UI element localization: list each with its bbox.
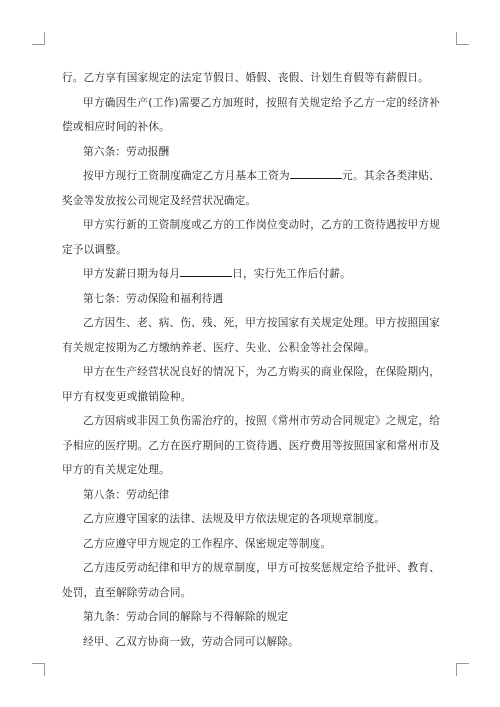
section-heading-9: 第九条：劳动合同的解除与不得解除的规定: [83, 611, 289, 623]
section-heading-6: 第六条：劳动报酬: [83, 145, 170, 158]
paragraph-base-salary: [62, 164, 440, 213]
paragraph-payday: [62, 262, 440, 287]
paragraph-social-insurance: 乙方因生、老、病、伤、残、死，甲方按国家有关规定处理。甲方按照国家有关规定按期为乙方缴纳养老、医疗、失业、公积金等社会保障。: [62, 317, 440, 354]
crop-mark-top-left: [32, 32, 45, 45]
paragraph-violations: 乙方违反劳动纪律和甲方的规章制度，甲方可按奖惩规定给予批评、教育、处罚，直至解除劳动合同。: [62, 562, 440, 599]
section-heading-8: 第八条：劳动纪律: [83, 488, 170, 501]
payday-text-after: 日，实行先工作后付薪。: [232, 268, 351, 280]
document-body: [62, 66, 440, 654]
paragraph-procedures: 乙方应遵守甲方规定的工作程序、保密规定等制度。: [83, 537, 332, 550]
salary-amount-blank[interactable]: [290, 167, 342, 179]
paragraph-continuation: 行。乙方享有国家规定的法定节假日、婚假、丧假、计划生育假等有薪假日。: [62, 72, 429, 84]
payday-text-before: 甲方发薪日期为每月: [83, 268, 181, 280]
paragraph-mutual-termination: 经甲、乙双方协商一致，劳动合同可以解除。: [83, 635, 299, 648]
paragraph-medical-period: 乙方因病或非因工负伤需治疗的，按照《常州市劳动合同规定》之规定，给予相应的医疗期。乙方在医疗期间的工资待遇、医疗费用等按照国家和常州市及甲方的有关规定处理。: [62, 415, 440, 476]
payday-blank[interactable]: [180, 265, 232, 277]
paragraph-laws: 乙方应遵守国家的法律、法规及甲方依法规定的各项规章制度。: [83, 513, 386, 525]
salary-text-before: 按甲方现行工资制度确定乙方月基本工资为: [83, 170, 290, 182]
salary-text-after: 元。其余各类津贴、奖金等发放按公司规定及经营状况确定。: [62, 170, 440, 207]
paragraph-commercial-insurance: 甲方在生产经营状况良好的情况下，为乙方购买的商业保险，在保险期内，甲方有权变更或撤销险种。: [62, 366, 440, 403]
paragraph-overtime: 甲方确因生产(工作)需要乙方加班时，按照有关规定给予乙方一定的经济补偿或相应时间的补休。: [62, 96, 440, 133]
paragraph-salary-adjust: 甲方实行新的工资制度或乙方的工作岗位变动时，乙方的工资待遇按甲方规定予以调整。: [62, 219, 440, 256]
section-heading-7: 第七条：劳动保险和福利待遇: [83, 292, 224, 305]
crop-mark-bottom-left: [32, 663, 45, 676]
crop-mark-bottom-right: [456, 663, 469, 676]
crop-mark-top-right: [456, 32, 469, 45]
